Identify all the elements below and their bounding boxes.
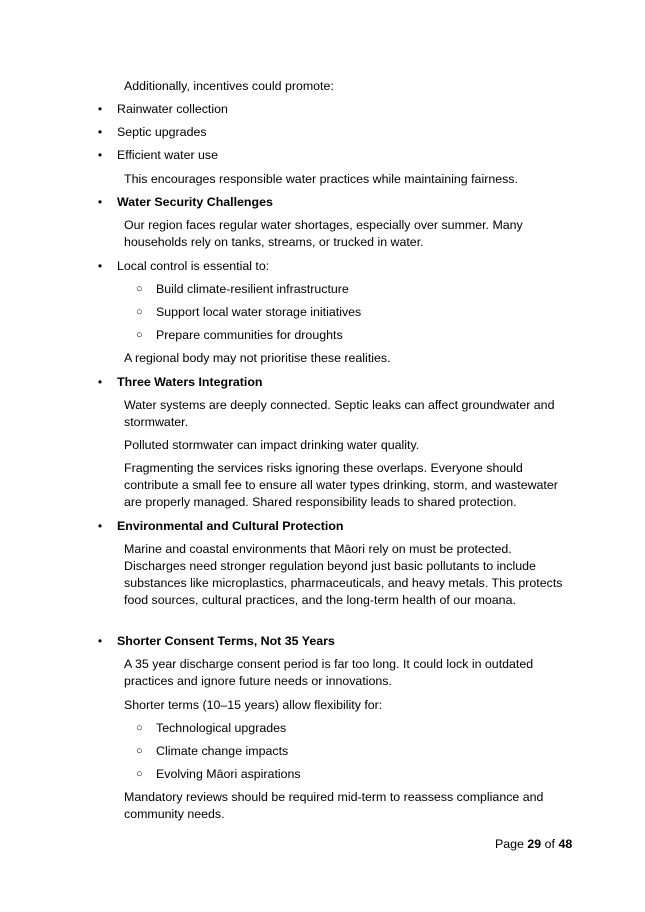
of-label: of [544, 837, 555, 851]
bullet-icon: • [97, 259, 103, 273]
sub-list-item: Build climate-resilient infrastructure [156, 282, 349, 296]
bullet-icon: • [97, 125, 103, 139]
page-label: Page [495, 837, 524, 851]
list-item: Local control is essential to: [117, 259, 270, 273]
total-pages: 48 [558, 837, 573, 851]
page-number: 29 [527, 837, 542, 851]
paragraph: Water systems are deeply connected. Septic leaks can affect groundwater and stormwater. [124, 398, 555, 429]
sub-list-item: Climate change impacts [156, 744, 289, 758]
paragraph: Shorter terms (10–15 years) allow flexibility for: [124, 698, 383, 712]
sub-list-item: Support local water storage initiatives [156, 305, 362, 319]
section-heading: Three Waters Integration [117, 375, 263, 389]
bullet-icon: • [97, 634, 103, 648]
list-item: Efficient water use [117, 148, 219, 162]
paragraph: Mandatory reviews should be required mid-term to reassess compliance and community needs. [124, 790, 544, 821]
page-footer [495, 836, 572, 853]
sub-list-item: Technological upgrades [156, 721, 287, 735]
bullet-icon: • [97, 195, 103, 209]
circle-bullet-icon: ○ [136, 283, 143, 295]
circle-bullet-icon: ○ [136, 722, 143, 734]
paragraph: A regional body may not prioritise these realities. [124, 351, 391, 365]
sub-list-item: Evolving Māori aspirations [156, 767, 301, 781]
paragraph: Polluted stormwater can impact drinking water quality. [124, 438, 420, 452]
list-item: Septic upgrades [117, 125, 207, 139]
bullet-icon: • [97, 519, 103, 533]
section-heading: Environmental and Cultural Protection [117, 519, 344, 533]
circle-bullet-icon: ○ [136, 306, 143, 318]
bullet-icon: • [97, 375, 103, 389]
sub-list-item: Prepare communities for droughts [156, 328, 343, 342]
section-heading: Water Security Challenges [117, 195, 273, 209]
circle-bullet-icon: ○ [136, 745, 143, 757]
paragraph: Our region faces regular water shortages, especially over summer. Many households rely on tanks, streams, or trucked in water. [124, 218, 523, 249]
paragraph: A 35 year discharge consent period is far too long. It could lock in outdated practices and ignore future needs or innovations. [124, 657, 534, 688]
bullet-icon: • [97, 148, 103, 162]
section-heading: Shorter Consent Terms, Not 35 Years [117, 634, 335, 648]
paragraph: Fragmenting the services risks ignoring these overlaps. Everyone should contribute a small fee to ensure all water types drinking, storm, and wastewater are properly managed. Shared responsibility leads to shared protection. [124, 461, 558, 509]
list-item: Rainwater collection [117, 102, 228, 116]
bullet-icon: • [97, 102, 103, 116]
paragraph: Marine and coastal environments that Māori rely on must be protected. Discharges need stronger regulation beyond just basic pollutants to include substances like microplastics, pharmaceuticals, and heavy metals. This protects food sources, cultural practices, and the long-term health of our moana. [124, 542, 563, 607]
circle-bullet-icon: ○ [136, 768, 143, 780]
circle-bullet-icon: ○ [136, 329, 143, 341]
paragraph: This encourages responsible water practices while maintaining fairness. [124, 172, 518, 186]
paragraph: Additionally, incentives could promote: [124, 79, 334, 93]
